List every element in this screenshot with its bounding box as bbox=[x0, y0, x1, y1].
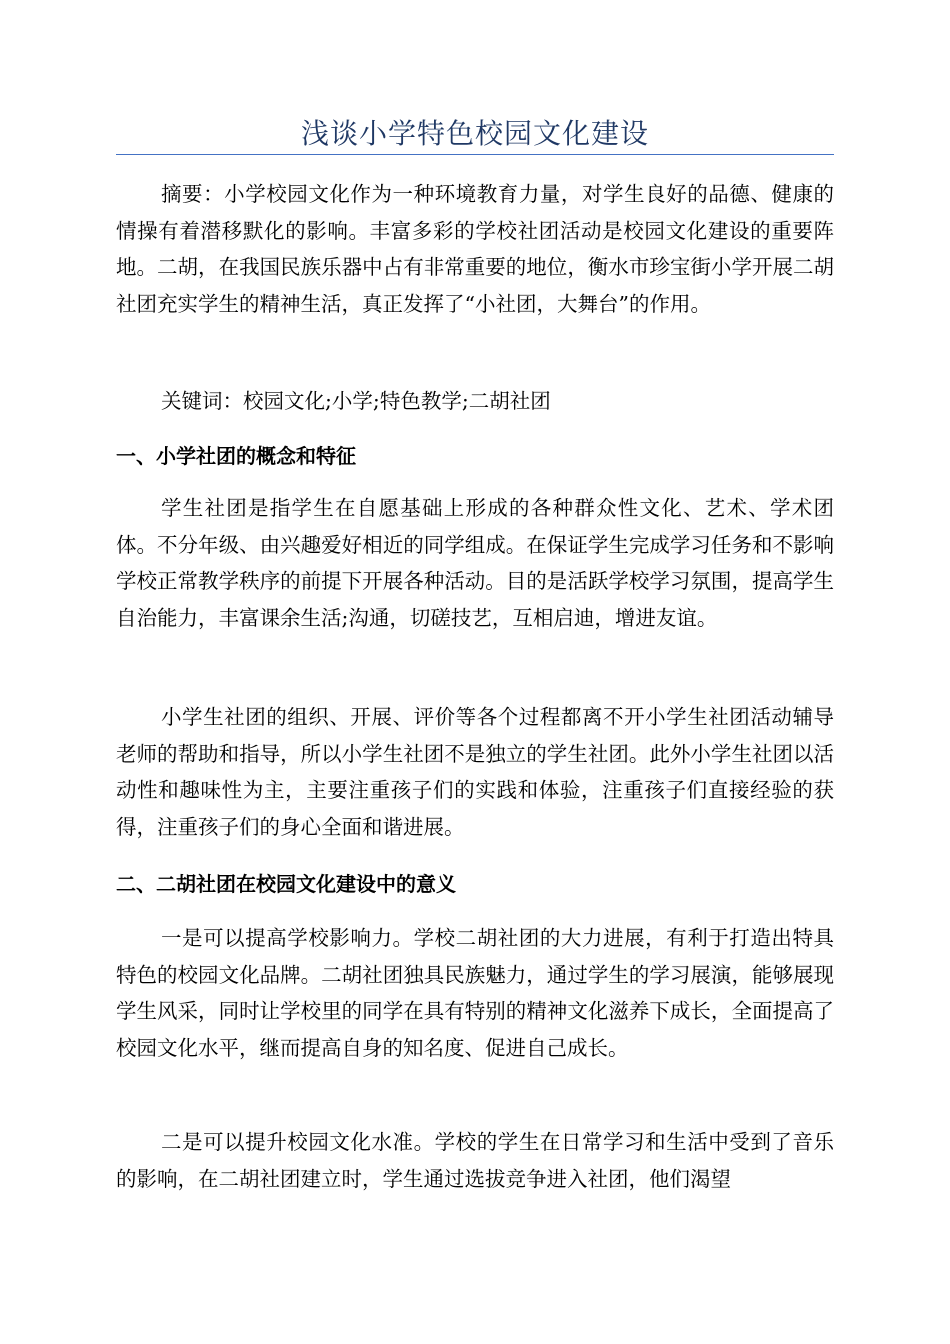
abstract-paragraph: 摘要：小学校园文化作为一种环境教育力量，对学生良好的品德、健康的情操有着潜移默化的影响。丰富多彩的学校社团活动是校园文化建设的重要阵地。二胡，在我国民族乐器中占有非常重要的地位，衡水市珍宝街小学开展二胡社团充实学生的精神生活，真正发挥了“小社团，大舞台”的作用。 bbox=[116, 182, 834, 316]
section2-paragraph-1: 一是可以提高学校影响力。学校二胡社团的大力进展，有利于打造出特具特色的校园文化品牌。二胡社团独具民族魅力，通过学生的学习展演，能够展现学生风采，同时让学校里的同学在具有特别的精神文化滋养下成长，全面提高了校园文化水平，继而提高自身的知名度、促进自己成长。 bbox=[116, 926, 834, 1060]
section-heading-1: 一、小学社团的概念和特征 bbox=[116, 444, 356, 468]
section1-paragraph-1: 学生社团是指学生在自愿基础上形成的各种群众性文化、艺术、学术团体。不分年级、由兴趣爱好相近的同学组成。在保证学生完成学习任务和不影响学校正常教学秩序的前提下开展各种活动。目的是活跃学校学习氛围，提高学生自治能力，丰富课余生活;沟通，切磋技艺，互相启迪，增进友谊。 bbox=[116, 496, 834, 630]
section2-paragraph-2: 二是可以提升校园文化水准。学校的学生在日常学习和生活中受到了音乐的影响，在二胡社团建立时，学生通过选拔竞争进入社团，他们渴望 bbox=[116, 1130, 834, 1191]
section-heading-2: 二、二胡社团在校园文化建设中的意义 bbox=[116, 872, 456, 896]
keywords-line: 关键词：校园文化;小学;特色教学;二胡社团 bbox=[161, 389, 551, 413]
document-title: 浅谈小学特色校园文化建设 bbox=[300, 117, 649, 150]
section1-paragraph-2: 小学生社团的组织、开展、评价等各个过程都离不开小学生社团活动辅导老师的帮助和指导，所以小学生社团不是独立的学生社团。此外小学生社团以活动性和趣味性为主，主要注重孩子们的实践和体验，注重孩子们直接经验的获得，注重孩子们的身心全面和谐进展。 bbox=[116, 705, 834, 839]
title-underline bbox=[116, 154, 834, 155]
